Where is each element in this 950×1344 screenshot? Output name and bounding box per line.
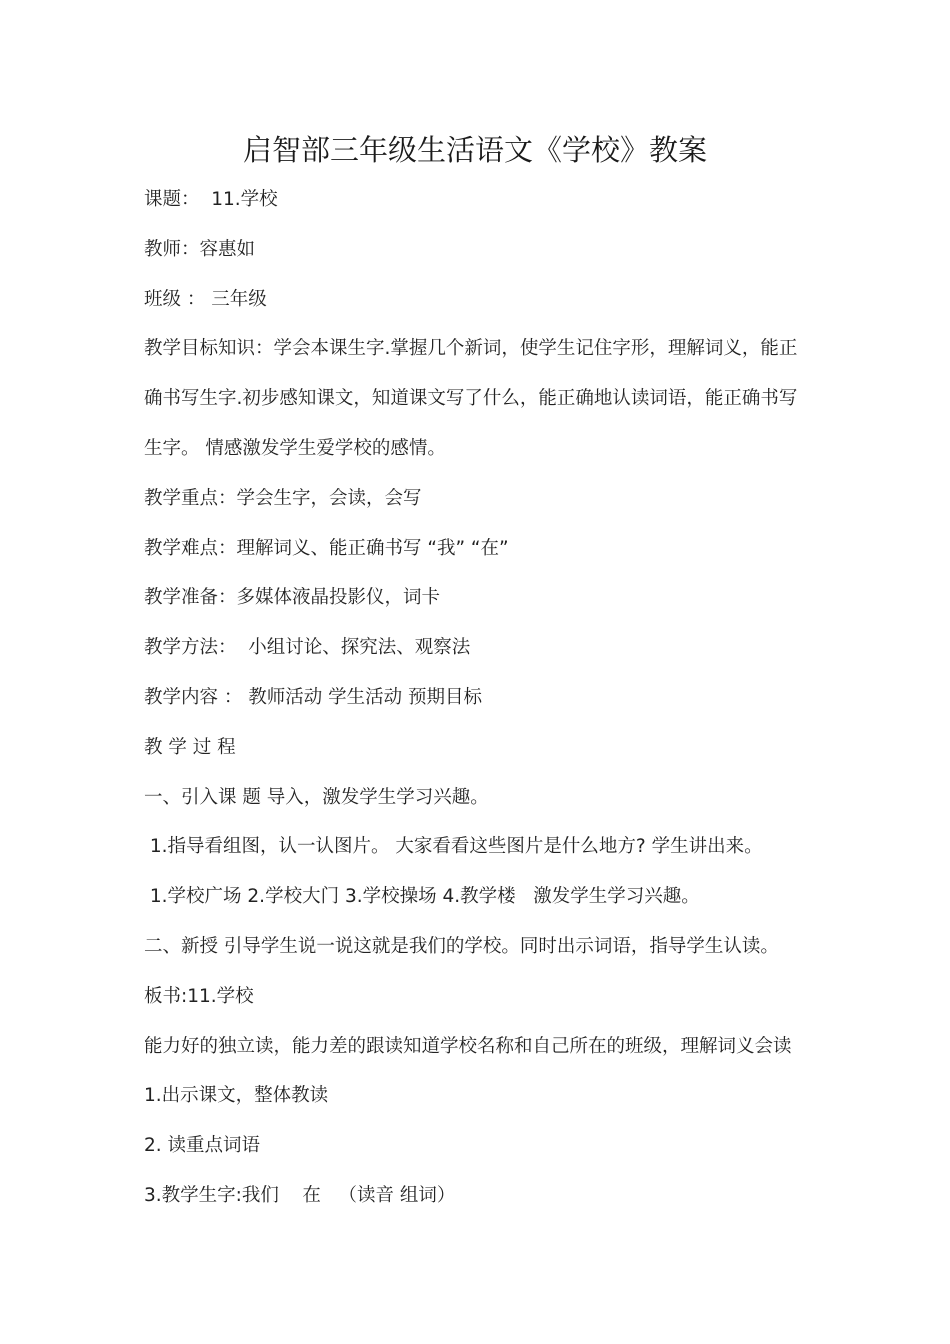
- teaching-goals-line-3: 生字。 情感激发学生爱学校的感情。: [144, 437, 446, 459]
- section-one-step-2: 1.学校广场 2.学校大门 3.学校操场 4.教学楼 激发学生学习兴趣。: [144, 886, 700, 908]
- process-heading: 教 学 过 程: [144, 736, 236, 758]
- document-body: [144, 183, 824, 1229]
- content-line: 教学内容 ： 教师活动 学生活动 预期目标: [144, 686, 483, 708]
- teaching-goals-line-2: 确书写生字.初步感知课文，知道课文写了什么，能正确地认读词语，能正确书写: [144, 388, 798, 410]
- step-2-line: 2. 读重点词语: [144, 1135, 261, 1157]
- step-3-line: 3.教学生字:我们 在 （读音 组词）: [144, 1184, 456, 1206]
- blackboard-line: 板书:11.学校: [144, 985, 254, 1007]
- grade-line: 班级 ： 三年级: [144, 288, 267, 310]
- key-points-line: 教学重点：学会生字，会读，会写: [144, 487, 422, 509]
- teaching-goals-line-1: 教学目标知识：学会本课生字.掌握几个新词，使学生记住字形，理解词义，能正: [144, 338, 798, 360]
- teacher-line: 教师：容惠如: [144, 238, 256, 260]
- section-one-step-1: 1.指导看组图，认一认图片。 大家看看这些图片是什么地方? 学生讲出来。: [144, 836, 763, 858]
- difficult-points-line: 教学难点：理解词义、能正确书写 “我” “在”: [144, 537, 509, 559]
- reading-line: 能力好的独立读，能力差的跟读知道学校名称和自己所在的班级，理解词义会读: [144, 1035, 792, 1057]
- methods-line: 教学方法： 小组讨论、探究法、观察法: [144, 637, 471, 659]
- lesson-topic-line: 课题： 11.学校: [144, 189, 278, 210]
- section-one-heading: 一、引入课 题 导入，激发学生学习兴趣。: [144, 786, 489, 808]
- step-1-line: 1.出示课文，整体教读: [144, 1085, 329, 1107]
- preparation-line: 教学准备：多媒体液晶投影仪，词卡: [144, 587, 441, 609]
- section-two-heading: 二、新授 引导学生说一说这就是我们的学校。同时出示词语，指导学生认读。: [144, 935, 779, 957]
- document-title: 启智部三年级生活语文《学校》教案: [242, 133, 707, 167]
